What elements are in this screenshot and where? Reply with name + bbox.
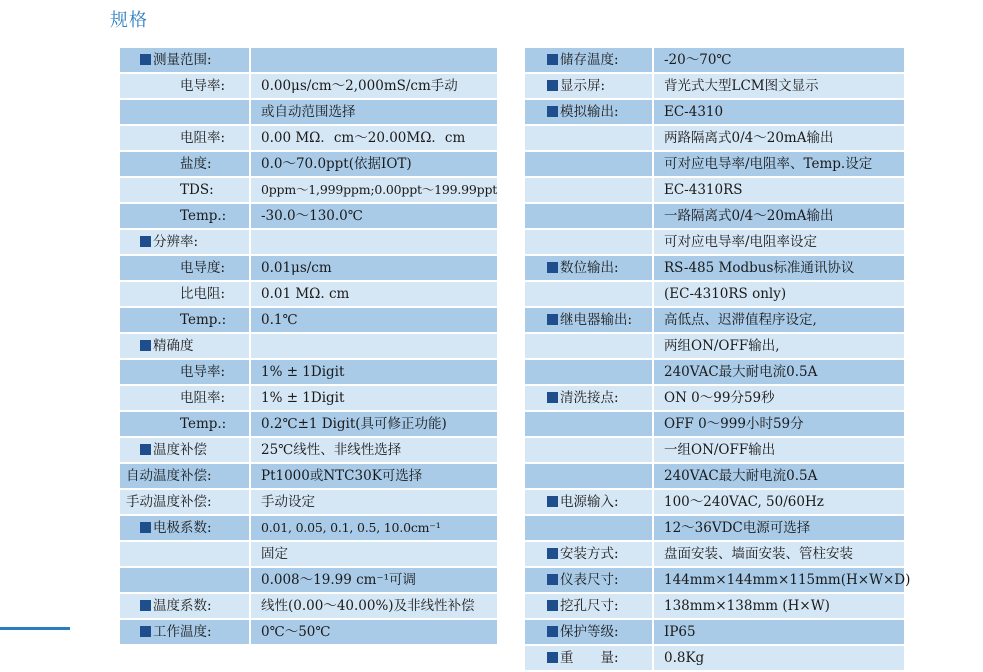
spec-value: OFF 0～999小时59分 [653, 411, 905, 437]
spec-value [250, 333, 498, 359]
spec-label: 安装方式: [560, 546, 619, 562]
spec-row [120, 463, 498, 489]
spec-row [120, 619, 498, 645]
spec-row [120, 437, 498, 463]
spec-value: -30.0～130.0℃ [250, 203, 498, 229]
spec-label: 电阻率: [180, 390, 226, 406]
spec-row [525, 151, 905, 177]
spec-label-cell [525, 385, 653, 411]
spec-row [120, 203, 498, 229]
spec-value: 两路隔离式0/4～20mA输出 [653, 125, 905, 151]
spec-row [120, 541, 498, 567]
spec-row [525, 385, 905, 411]
spec-value: RS-485 Modbus标准通讯协议 [653, 255, 905, 281]
spec-value: 0.0～70.0ppt(依据IOT) [250, 151, 498, 177]
square-bullet-icon [547, 392, 558, 403]
spec-row [120, 73, 498, 99]
spec-value: 盘面安装、墙面安装、管柱安装 [653, 541, 905, 567]
spec-label: 重 量: [560, 650, 619, 666]
spec-row [120, 333, 498, 359]
spec-row [525, 281, 905, 307]
spec-label: 分辨率: [153, 234, 199, 250]
spec-label-cell [525, 437, 653, 463]
spec-row [120, 385, 498, 411]
spec-label: 储存温度: [560, 52, 619, 68]
spec-value: 背光式大型LCM图文显示 [653, 73, 905, 99]
spec-row [120, 99, 498, 125]
spec-label-cell [120, 437, 250, 463]
spec-label: 电导度: [180, 260, 226, 276]
spec-table-left [120, 48, 499, 646]
spec-label-cell [525, 48, 653, 73]
spec-label: 电阻率: [180, 130, 226, 146]
spec-value: 手动设定 [250, 489, 498, 515]
spec-row [525, 203, 905, 229]
square-bullet-icon [140, 600, 151, 611]
spec-value: 0.01 MΩ. cm [250, 281, 498, 307]
spec-label-cell [120, 411, 250, 437]
spec-label-cell [525, 99, 653, 125]
square-bullet-icon [547, 262, 558, 273]
square-bullet-icon [140, 54, 151, 65]
spec-label: 电导率: [180, 78, 226, 94]
spec-label-cell [525, 333, 653, 359]
spec-row [525, 489, 905, 515]
square-bullet-icon [140, 522, 151, 533]
spec-label-cell [525, 463, 653, 489]
spec-label-cell [120, 359, 250, 385]
spec-value: 0.008～19.99 cm⁻¹可调 [250, 567, 498, 593]
spec-label-cell [120, 489, 250, 515]
spec-value: 两组ON/OFF输出, [653, 333, 905, 359]
spec-row [525, 645, 905, 671]
spec-value: IP65 [653, 619, 905, 645]
spec-value: 100～240VAC, 50/60Hz [653, 489, 905, 515]
spec-label-cell [525, 255, 653, 281]
spec-label-cell [525, 229, 653, 255]
spec-value: -20～70℃ [653, 48, 905, 73]
spec-row [120, 411, 498, 437]
spec-label-cell [120, 281, 250, 307]
spec-label-cell [120, 229, 250, 255]
spec-row [525, 99, 905, 125]
square-bullet-icon [140, 236, 151, 247]
spec-value: 0ppm～1,999ppm;0.00ppt～199.99ppt [250, 177, 498, 203]
spec-row [120, 359, 498, 385]
spec-value [250, 48, 498, 73]
square-bullet-icon [547, 80, 558, 91]
spec-label-cell [525, 73, 653, 99]
spec-label: 手动温度补偿: [126, 494, 212, 510]
spec-row [120, 177, 498, 203]
spec-label-cell [525, 281, 653, 307]
spec-row [120, 515, 498, 541]
spec-value: 高低点、迟滞值程序设定, [653, 307, 905, 333]
spec-label-cell [120, 463, 250, 489]
spec-row [120, 567, 498, 593]
spec-value: 可对应电导率/电阻率设定 [653, 229, 905, 255]
spec-row [525, 255, 905, 281]
spec-label-cell [120, 48, 250, 73]
spec-label-cell [120, 541, 250, 567]
spec-value: 0.00μs/cm～2,000mS/cm手动 [250, 73, 498, 99]
spec-label-cell [120, 619, 250, 645]
spec-label-cell [525, 541, 653, 567]
spec-value: 0.01, 0.05, 0.1, 0.5, 10.0cm⁻¹ [250, 515, 498, 541]
spec-label: 清洗接点: [560, 390, 619, 406]
spec-row [525, 541, 905, 567]
square-bullet-icon [547, 652, 558, 663]
spec-row [120, 255, 498, 281]
spec-label-cell [525, 645, 653, 671]
square-bullet-icon [547, 54, 558, 65]
spec-label-cell [525, 151, 653, 177]
spec-label: 盐度: [180, 156, 212, 172]
spec-value: 可对应电导率/电阻率、Temp.设定 [653, 151, 905, 177]
spec-value: Pt1000或NTC30K可选择 [250, 463, 498, 489]
spec-row [525, 48, 905, 73]
spec-value: 144mm×144mm×115mm(H×W×D) [653, 567, 905, 593]
spec-label-cell [120, 567, 250, 593]
spec-row [120, 125, 498, 151]
spec-label-cell [525, 359, 653, 385]
spec-label: 比电阻: [180, 286, 226, 302]
spec-row [120, 48, 498, 73]
spec-label-cell [525, 307, 653, 333]
spec-label: 挖孔尺寸: [560, 598, 619, 614]
page-title: 规格 [110, 10, 148, 31]
spec-label: 保护等级: [560, 624, 619, 640]
spec-row [525, 463, 905, 489]
spec-label: Temp.: [180, 416, 227, 432]
spec-row [525, 515, 905, 541]
spec-value: 0.01μs/cm [250, 255, 498, 281]
square-bullet-icon [547, 106, 558, 117]
spec-row [120, 489, 498, 515]
spec-label-cell [525, 567, 653, 593]
spec-label-cell [525, 177, 653, 203]
spec-label: 电源输入: [560, 494, 619, 510]
spec-value: 一路隔离式0/4～20mA输出 [653, 203, 905, 229]
spec-label-cell [120, 385, 250, 411]
spec-label-cell [525, 593, 653, 619]
spec-value: 240VAC最大耐电流0.5A [653, 463, 905, 489]
spec-label-cell [525, 619, 653, 645]
square-bullet-icon [547, 548, 558, 559]
spec-label-cell [120, 99, 250, 125]
spec-row [525, 411, 905, 437]
spec-value: 240VAC最大耐电流0.5A [653, 359, 905, 385]
spec-label-cell [120, 73, 250, 99]
spec-label-cell [120, 125, 250, 151]
spec-label: 数位输出: [560, 260, 619, 276]
spec-value: EC-4310RS [653, 177, 905, 203]
bottom-accent-rule [0, 627, 70, 630]
spec-row [525, 437, 905, 463]
spec-row [120, 281, 498, 307]
spec-label: 自动温度补偿: [126, 468, 212, 484]
spec-label: 精确度 [153, 338, 194, 354]
spec-value: 一组ON/OFF输出 [653, 437, 905, 463]
spec-label: 温度补偿 [153, 442, 207, 458]
square-bullet-icon [140, 444, 151, 455]
spec-row [525, 567, 905, 593]
spec-label: 测量范围: [153, 52, 212, 68]
spec-row [525, 593, 905, 619]
spec-label-cell [120, 593, 250, 619]
spec-value: EC-4310 [653, 99, 905, 125]
spec-label: 仪表尺寸: [560, 572, 619, 588]
spec-row [120, 593, 498, 619]
spec-label-cell [525, 125, 653, 151]
spec-label: 显示屏: [560, 78, 606, 94]
spec-value: 138mm×138mm (H×W) [653, 593, 905, 619]
square-bullet-icon [547, 574, 558, 585]
spec-value: 或自动范围选择 [250, 99, 498, 125]
spec-label-cell [120, 151, 250, 177]
spec-row [525, 125, 905, 151]
spec-value: ON 0～99分59秒 [653, 385, 905, 411]
spec-value: 12～36VDC电源可选择 [653, 515, 905, 541]
spec-label-cell [120, 515, 250, 541]
square-bullet-icon [140, 626, 151, 637]
spec-value: 25℃线性、非线性选择 [250, 437, 498, 463]
spec-row [525, 177, 905, 203]
spec-label-cell [120, 333, 250, 359]
spec-row [120, 307, 498, 333]
spec-label-cell [120, 255, 250, 281]
spec-label-cell [525, 203, 653, 229]
spec-label: 温度系数: [153, 598, 212, 614]
square-bullet-icon [547, 600, 558, 611]
spec-label: 电导率: [180, 364, 226, 380]
spec-label-cell [120, 177, 250, 203]
spec-row [525, 229, 905, 255]
spec-row [525, 359, 905, 385]
spec-value: 0.00 MΩ．cm～20.00MΩ．cm [250, 125, 498, 151]
spec-row [525, 307, 905, 333]
spec-label: 模拟输出: [560, 104, 619, 120]
square-bullet-icon [547, 314, 558, 325]
square-bullet-icon [547, 496, 558, 507]
spec-label: TDS: [180, 182, 214, 198]
spec-row [525, 73, 905, 99]
spec-table-right [525, 48, 911, 672]
spec-label-cell [120, 307, 250, 333]
spec-label-cell [120, 203, 250, 229]
spec-label: 工作温度: [153, 624, 212, 640]
spec-label: 电极系数: [153, 520, 212, 536]
spec-value: 0.8Kg [653, 645, 905, 671]
spec-label: Temp.: [180, 312, 227, 328]
square-bullet-icon [547, 626, 558, 637]
spec-value: 1% ± 1Digit [250, 359, 498, 385]
spec-row [120, 229, 498, 255]
spec-label: Temp.: [180, 208, 227, 224]
spec-label-cell [525, 515, 653, 541]
spec-label: 继电器输出: [560, 312, 633, 328]
spec-value: (EC-4310RS only) [653, 281, 905, 307]
spec-value [250, 229, 498, 255]
spec-value: 线性(0.00～40.00%)及非线性补偿 [250, 593, 498, 619]
spec-row [525, 333, 905, 359]
square-bullet-icon [140, 340, 151, 351]
spec-value: 固定 [250, 541, 498, 567]
spec-value: 0.2℃±1 Digit(具可修正功能) [250, 411, 498, 437]
spec-label-cell [525, 489, 653, 515]
spec-value: 1% ± 1Digit [250, 385, 498, 411]
spec-row [525, 619, 905, 645]
spec-value: 0.1℃ [250, 307, 498, 333]
spec-row [120, 151, 498, 177]
spec-value: 0℃～50℃ [250, 619, 498, 645]
spec-label-cell [525, 411, 653, 437]
